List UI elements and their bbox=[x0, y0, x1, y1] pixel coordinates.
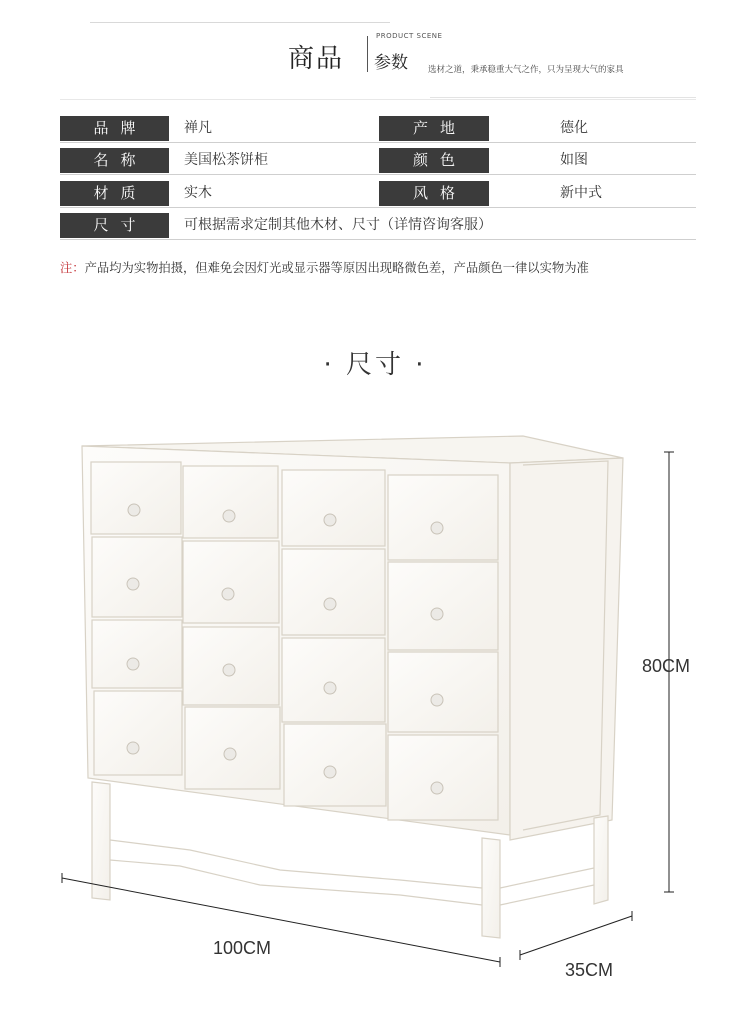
dimension-width-label: 100CM bbox=[213, 938, 272, 958]
spec-label-style: 风格 bbox=[379, 181, 489, 206]
header-slogan: 选材之道，秉承稳重大气之作，只为呈现大气的家具 bbox=[428, 65, 624, 75]
dimension-depth-label: 35CM bbox=[565, 960, 614, 980]
spec-label-color: 颜色 bbox=[379, 148, 489, 173]
disclaimer-prefix: 注： bbox=[60, 261, 85, 275]
spec-value-origin: 德化 bbox=[560, 120, 588, 136]
spec-value-color: 如图 bbox=[560, 152, 588, 168]
disclaimer-text: 产品均为实物拍摄，但难免会因灯光或显示器等原因出现略微色差，产品颜色一律以实物为准 bbox=[84, 261, 589, 275]
dimension-height-label: 80CM bbox=[642, 656, 691, 676]
spec-value-name: 美国松茶饼柜 bbox=[184, 152, 268, 168]
spec-value-material: 实木 bbox=[184, 185, 212, 201]
spec-value-size: 可根据需求定制其他木材、尺寸（详情咨询客服） bbox=[184, 217, 492, 233]
spec-label-name: 名称 bbox=[60, 148, 169, 173]
header-title-sub: 参数 bbox=[374, 53, 408, 73]
header-title-english: PRODUCT SCENE bbox=[376, 32, 443, 40]
spec-label-size: 尺寸 bbox=[60, 213, 169, 238]
header-title-main: 商品 bbox=[288, 44, 345, 74]
spec-label-origin: 产地 bbox=[379, 116, 489, 141]
spec-value-style: 新中式 bbox=[560, 185, 602, 201]
spec-label-material: 材质 bbox=[60, 181, 169, 206]
spec-value-brand: 禅凡 bbox=[184, 120, 212, 136]
spec-label-brand: 品牌 bbox=[60, 116, 169, 141]
dimensions-section-title: · 尺寸 · bbox=[323, 350, 427, 380]
